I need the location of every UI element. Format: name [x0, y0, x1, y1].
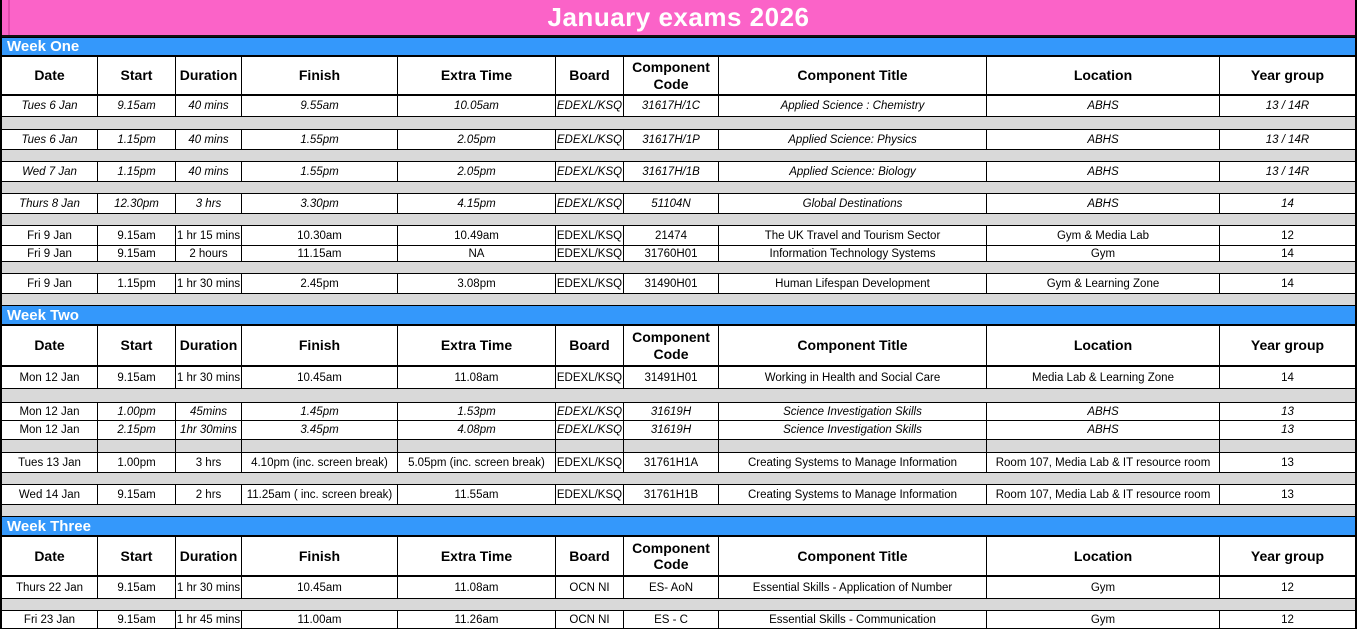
cell-date: Fri 23 Jan: [23, 613, 76, 626]
column-header-date: Date: [34, 547, 65, 564]
empty-cell: [97, 440, 175, 452]
cell-finish: 3.30pm: [241, 194, 397, 213]
cell-component-title: Creating Systems to Manage Information: [718, 485, 986, 504]
empty-cell: [623, 440, 718, 452]
column-header-start: Start: [97, 537, 175, 575]
cell-component-title: Applied Science: Physics: [718, 130, 986, 149]
cell-year-group: 13: [1219, 453, 1355, 472]
cell-date: Mon 12 Jan: [19, 424, 80, 436]
column-header-row: [2, 537, 1355, 577]
cell-year-group: 14: [1219, 274, 1355, 293]
cell-extra-time: 5.05pm (inc. screen break): [397, 453, 555, 472]
cell-board: OCN NI: [555, 577, 623, 598]
cell-start: 2.15pm: [97, 421, 175, 439]
cell-location: Room 107, Media Lab & IT resource room: [986, 485, 1219, 504]
cell-location: ABHS: [986, 194, 1219, 213]
column-header-component-title: Component Title: [718, 537, 986, 575]
cell-location: Gym & Learning Zone: [986, 274, 1219, 293]
cell-duration: 2 hours: [175, 246, 241, 261]
cell-year-group: 12: [1219, 226, 1355, 245]
cell-finish: 9.55am: [241, 96, 397, 116]
cell-location: ABHS: [986, 96, 1219, 116]
spacer-row: [2, 214, 1355, 225]
exam-row: [2, 484, 1355, 505]
cell-board: EDEXL/KSQ: [555, 367, 623, 388]
cell-year-group: 14: [1219, 194, 1355, 213]
exam-row: [2, 246, 1355, 262]
exam-row: [2, 402, 1355, 421]
cell-year-group: 12: [1219, 611, 1355, 628]
cell-location: ABHS: [986, 130, 1219, 149]
cell-board: EDEXL/KSQ: [555, 162, 623, 181]
cell-board: EDEXL/KSQ: [555, 274, 623, 293]
week-section-header: Week Three: [2, 516, 1355, 537]
column-header-component-code: Component Code: [623, 326, 718, 365]
cell-component-code: 31617H/1B: [623, 162, 718, 181]
column-header-finish: Finish: [241, 57, 397, 94]
cell-finish: 1.55pm: [241, 162, 397, 181]
empty-cell: [718, 440, 986, 452]
cell-year-group: 14: [1219, 367, 1355, 388]
cell-start: 9.15am: [97, 611, 175, 628]
spacer-row: [2, 117, 1355, 129]
cell-location: ABHS: [986, 421, 1219, 439]
cell-date: Fri 9 Jan: [27, 247, 72, 260]
column-header-start: Start: [97, 57, 175, 94]
cell-date: Wed 14 Jan: [18, 488, 81, 501]
cell-date: Fri 9 Jan: [27, 277, 72, 290]
cell-component-title: Essential Skills - Application of Number: [718, 577, 986, 598]
exam-row: [2, 273, 1355, 294]
cell-extra-time: 4.08pm: [397, 421, 555, 439]
cell-finish: 10.30am: [241, 226, 397, 245]
cell-duration: 45mins: [175, 403, 241, 420]
cell-date: Tues 6 Jan: [21, 133, 78, 146]
page-title: January exams 2026: [547, 2, 810, 32]
exam-row: [2, 421, 1355, 440]
cell-component-code: 21474: [623, 226, 718, 245]
cell-finish: 2.45pm: [241, 274, 397, 293]
cell-duration: 1 hr 30 mins: [175, 274, 241, 293]
cell-year-group: 13: [1219, 485, 1355, 504]
column-header-year-group: Year group: [1219, 326, 1355, 365]
cell-component-title: Essential Skills - Communication: [718, 611, 986, 628]
column-header-finish: Finish: [241, 326, 397, 365]
week-section-header: Week One: [2, 37, 1355, 57]
cell-finish: 1.55pm: [241, 130, 397, 149]
exam-row: [2, 577, 1355, 599]
cell-finish: 11.25am ( inc. screen break): [241, 485, 397, 504]
cell-finish: 4.10pm (inc. screen break): [241, 453, 397, 472]
cell-start: 1.15pm: [97, 274, 175, 293]
cell-finish: 10.45am: [241, 577, 397, 598]
cell-extra-time: 2.05pm: [397, 162, 555, 181]
cell-location: Media Lab & Learning Zone: [986, 367, 1219, 388]
cell-duration: 40 mins: [175, 130, 241, 149]
cell-component-title: Science Investigation Skills: [718, 403, 986, 420]
cell-start: 1.15pm: [97, 162, 175, 181]
column-header-location: Location: [986, 57, 1219, 94]
cell-date: Tues 6 Jan: [21, 100, 78, 112]
timetable-sections: [2, 37, 1355, 629]
column-header-board: Board: [555, 537, 623, 575]
cell-board: EDEXL/KSQ: [555, 130, 623, 149]
spacer-row: [2, 182, 1355, 193]
cell-extra-time: NA: [397, 246, 555, 261]
empty-cell: [555, 440, 623, 452]
cell-extra-time: 11.55am: [397, 485, 555, 504]
cell-board: EDEXL/KSQ: [555, 194, 623, 213]
cell-duration: 1 hr 45 mins: [175, 611, 241, 628]
spacer-row: [2, 473, 1355, 484]
column-header-component-code: Component Code: [623, 537, 718, 575]
cell-date: Thurs 22 Jan: [15, 581, 84, 594]
spacer-row: [2, 599, 1355, 610]
cell-start: 1.00pm: [97, 403, 175, 420]
cell-duration: 3 hrs: [175, 194, 241, 213]
column-header-extra-time: Extra Time: [397, 326, 555, 365]
column-header-board: Board: [555, 57, 623, 94]
exam-row: [2, 225, 1355, 246]
cell-start: 9.15am: [97, 577, 175, 598]
cell-date: Wed 7 Jan: [22, 165, 77, 178]
cell-extra-time: 1.53pm: [397, 403, 555, 420]
cell-extra-time: 11.08am: [397, 577, 555, 598]
column-header-date: Date: [34, 67, 65, 84]
cell-component-title: Science Investigation Skills: [718, 421, 986, 439]
cell-location: ABHS: [986, 403, 1219, 420]
empty-cell: [397, 440, 555, 452]
column-header-year-group: Year group: [1219, 57, 1355, 94]
cell-date: Mon 12 Jan: [19, 371, 80, 384]
cell-duration: 1hr 30mins: [175, 421, 241, 439]
cell-extra-time: 2.05pm: [397, 130, 555, 149]
column-header-component-code: Component Code: [623, 57, 718, 94]
cell-year-group: 13: [1219, 403, 1355, 420]
cell-component-code: 31617H/1P: [623, 130, 718, 149]
cell-component-code: 31490H01: [623, 274, 718, 293]
cell-board: EDEXL/KSQ: [555, 96, 623, 116]
cell-duration: 1 hr 15 mins: [175, 226, 241, 245]
column-header-row: [2, 326, 1355, 367]
cell-start: 9.15am: [97, 246, 175, 261]
cell-duration: 2 hrs: [175, 485, 241, 504]
exam-row: [2, 161, 1355, 182]
column-header-location: Location: [986, 537, 1219, 575]
column-header-extra-time: Extra Time: [397, 57, 555, 94]
cell-date: Thurs 8 Jan: [19, 197, 80, 210]
column-header-row: [2, 57, 1355, 96]
cell-year-group: 13 / 14R: [1219, 96, 1355, 116]
cell-start: 9.15am: [97, 226, 175, 245]
cell-board: EDEXL/KSQ: [556, 247, 623, 260]
cell-duration: 40 mins: [175, 96, 241, 116]
cell-duration: 40 mins: [175, 162, 241, 181]
column-header-duration: Duration: [175, 57, 241, 94]
exam-row: [2, 610, 1355, 629]
cell-component-code: 51104N: [623, 194, 718, 213]
exam-row: [2, 452, 1355, 473]
cell-location: ABHS: [986, 162, 1219, 181]
cell-component-code: 31619H: [623, 403, 718, 420]
cell-component-code: 31760H01: [623, 246, 718, 261]
cell-start: 9.15am: [97, 485, 175, 504]
cell-location: Gym: [986, 246, 1219, 261]
cell-extra-time: 10.49am: [397, 226, 555, 245]
cell-date: Fri 9 Jan: [27, 229, 72, 242]
cell-component-title: Applied Science: Biology: [718, 162, 986, 181]
cell-year-group: 13 / 14R: [1219, 130, 1355, 149]
cell-extra-time: 3.08pm: [397, 274, 555, 293]
cell-component-code: 31617H/1C: [623, 96, 718, 116]
cell-component-title: The UK Travel and Tourism Sector: [718, 226, 986, 245]
column-header-duration: Duration: [175, 326, 241, 365]
cell-extra-time: 10.05am: [397, 96, 555, 116]
spacer-row: [2, 505, 1355, 516]
cell-component-title: Information Technology Systems: [718, 246, 986, 261]
cell-component-code: 31619H: [623, 421, 718, 439]
cell-start: 9.15am: [97, 96, 175, 116]
column-header-year-group: Year group: [1219, 537, 1355, 575]
cell-duration: 1 hr 30 mins: [175, 577, 241, 598]
cell-finish: 11.00am: [241, 611, 397, 628]
empty-cell: [2, 440, 97, 452]
column-header-start: Start: [97, 326, 175, 365]
exam-row: [2, 96, 1355, 117]
spacer-row: [2, 262, 1355, 273]
cell-component-title: Human Lifespan Development: [718, 274, 986, 293]
cell-start: 12.30pm: [97, 194, 175, 213]
cell-finish: 1.45pm: [241, 403, 397, 420]
cell-finish: 10.45am: [241, 367, 397, 388]
column-header-duration: Duration: [175, 537, 241, 575]
exam-row: [2, 367, 1355, 389]
column-header-finish: Finish: [241, 537, 397, 575]
cell-finish: 11.15am: [241, 246, 397, 261]
cell-extra-time: 11.26am: [397, 611, 555, 628]
cell-year-group: 13 / 14R: [1219, 162, 1355, 181]
column-header-component-title: Component Title: [718, 326, 986, 365]
spacer-row: [2, 294, 1355, 305]
cell-year-group: 13: [1219, 421, 1355, 439]
cell-component-code: ES - C: [623, 611, 718, 628]
cell-component-title: Creating Systems to Manage Information: [718, 453, 986, 472]
cell-component-title: Global Destinations: [718, 194, 986, 213]
cell-component-code: ES- AoN: [623, 577, 718, 598]
cell-start: 9.15am: [97, 367, 175, 388]
cell-component-title: Working in Health and Social Care: [718, 367, 986, 388]
cell-extra-time: 11.08am: [397, 367, 555, 388]
column-header-location: Location: [986, 326, 1219, 365]
empty-cell: [175, 440, 241, 452]
column-header-component-title: Component Title: [718, 57, 986, 94]
cell-board: EDEXL/KSQ: [555, 226, 623, 245]
cell-start: 1.15pm: [97, 130, 175, 149]
cell-location: Gym: [986, 577, 1219, 598]
cell-duration: 3 hrs: [175, 453, 241, 472]
column-header-date: Date: [34, 337, 65, 354]
cell-component-code: 31761H1A: [623, 453, 718, 472]
exam-row: [2, 193, 1355, 214]
cell-board: OCN NI: [555, 611, 623, 628]
spacer-row: [2, 150, 1355, 161]
cell-board: EDEXL/KSQ: [555, 403, 623, 420]
cell-duration: 1 hr 30 mins: [175, 367, 241, 388]
cell-location: Gym: [986, 611, 1219, 628]
cell-year-group: 14: [1219, 246, 1355, 261]
cell-component-title: Applied Science : Chemistry: [718, 96, 986, 116]
cell-component-code: 31761H1B: [623, 485, 718, 504]
cell-year-group: 12: [1219, 577, 1355, 598]
title-bar: [2, 0, 1355, 37]
empty-cell: [1219, 440, 1355, 452]
cell-location: Room 107, Media Lab & IT resource room: [986, 453, 1219, 472]
cell-date: Mon 12 Jan: [19, 405, 80, 418]
cell-finish: 3.45pm: [241, 421, 397, 439]
column-header-board: Board: [555, 326, 623, 365]
empty-cell: [986, 440, 1219, 452]
cell-board: EDEXL/KSQ: [555, 485, 623, 504]
cell-extra-time: 4.15pm: [397, 194, 555, 213]
cell-date: Tues 13 Jan: [18, 456, 81, 469]
cell-board: EDEXL/KSQ: [555, 453, 623, 472]
spacer-row-bordered: [2, 440, 1355, 452]
spacer-row: [2, 389, 1355, 402]
cell-location: Gym & Media Lab: [986, 226, 1219, 245]
column-header-extra-time: Extra Time: [397, 537, 555, 575]
cell-component-code: 31491H01: [623, 367, 718, 388]
exam-row: [2, 129, 1355, 150]
week-section-header: Week Two: [2, 305, 1355, 326]
cell-start: 1.00pm: [97, 453, 175, 472]
cell-board: EDEXL/KSQ: [555, 421, 623, 439]
empty-cell: [241, 440, 397, 452]
